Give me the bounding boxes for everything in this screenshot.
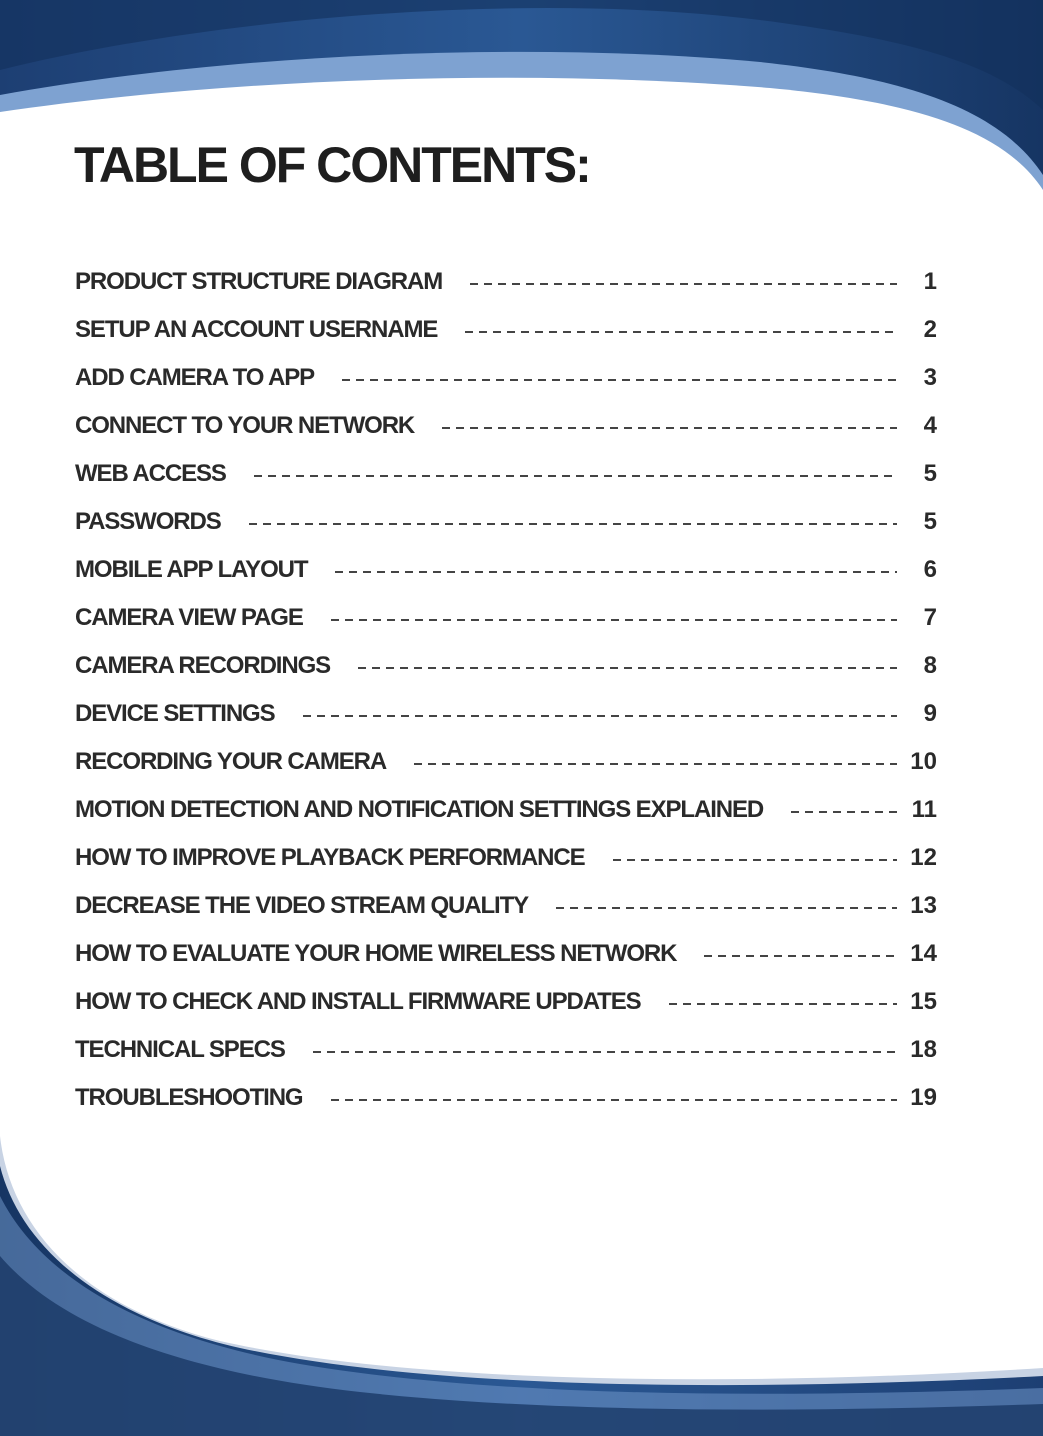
toc-entry-page-number: 5 xyxy=(923,508,937,535)
dotted-leader xyxy=(704,955,897,957)
toc-entry[interactable] xyxy=(75,258,937,306)
dotted-leader xyxy=(470,283,897,285)
toc-entry-title: TECHNICAL SPECS xyxy=(75,1036,285,1063)
dotted-leader xyxy=(442,427,897,429)
toc-entry-page-number: 13 xyxy=(910,892,937,919)
toc-entry-page-number: 18 xyxy=(910,1036,937,1063)
toc-entry[interactable] xyxy=(75,786,937,834)
toc-entry-page-number: 2 xyxy=(923,316,937,343)
toc-entry[interactable] xyxy=(75,1074,937,1122)
toc-entry-title: DEVICE SETTINGS xyxy=(75,700,275,727)
toc-entry-page-number: 14 xyxy=(910,940,937,967)
toc-entry-title: HOW TO IMPROVE PLAYBACK PERFORMANCE xyxy=(75,844,585,871)
toc-entry-page-number: 19 xyxy=(910,1084,937,1111)
dotted-leader xyxy=(414,763,897,765)
toc-entry-title: CAMERA VIEW PAGE xyxy=(75,604,303,631)
toc-entry[interactable] xyxy=(75,594,937,642)
toc-entry-title: SETUP AN ACCOUNT USERNAME xyxy=(75,316,438,343)
toc-entry-page-number: 7 xyxy=(923,604,937,631)
toc-entry[interactable] xyxy=(75,546,937,594)
toc-entry[interactable] xyxy=(75,690,937,738)
dotted-leader xyxy=(303,715,897,717)
dotted-leader xyxy=(358,667,897,669)
toc-entry-title: MOTION DETECTION AND NOTIFICATION SETTINGS EXPLAINED xyxy=(75,796,764,823)
dotted-leader xyxy=(669,1003,897,1005)
dotted-leader xyxy=(342,379,897,381)
toc-entry-title: TROUBLESHOOTING xyxy=(75,1084,303,1111)
toc-entry-page-number: 1 xyxy=(923,268,937,295)
toc-entry[interactable] xyxy=(75,834,937,882)
toc-entry[interactable] xyxy=(75,930,937,978)
dotted-leader xyxy=(613,859,897,861)
toc-entry-title: CONNECT TO YOUR NETWORK xyxy=(75,412,415,439)
toc-entry-page-number: 3 xyxy=(923,364,937,391)
toc-entry[interactable] xyxy=(75,642,937,690)
page-title: TABLE OF CONTENTS: xyxy=(74,137,590,193)
toc-entry-title: PRODUCT STRUCTURE DIAGRAM xyxy=(75,268,443,295)
dotted-leader xyxy=(331,619,897,621)
toc-entry-title: HOW TO EVALUATE YOUR HOME WIRELESS NETWORK xyxy=(75,940,677,967)
toc-entry-page-number: 4 xyxy=(923,412,937,439)
toc-entry-title: MOBILE APP LAYOUT xyxy=(75,556,308,583)
toc-entry[interactable] xyxy=(75,882,937,930)
toc-entry[interactable] xyxy=(75,306,937,354)
toc-entry-page-number: 9 xyxy=(923,700,937,727)
dotted-leader xyxy=(254,475,897,477)
toc-entry-title: HOW TO CHECK AND INSTALL FIRMWARE UPDATES xyxy=(75,988,641,1015)
toc-entry-title: PASSWORDS xyxy=(75,508,221,535)
toc-entry-title: CAMERA RECORDINGS xyxy=(75,652,331,679)
toc-entry-title: WEB ACCESS xyxy=(75,460,226,487)
toc-entry[interactable] xyxy=(75,354,937,402)
toc-entry-title: DECREASE THE VIDEO STREAM QUALITY xyxy=(75,892,529,919)
dotted-leader xyxy=(331,1099,898,1101)
toc-entry-title: RECORDING YOUR CAMERA xyxy=(75,748,387,775)
toc-entry-page-number: 6 xyxy=(923,556,937,583)
toc-entry[interactable] xyxy=(75,738,937,786)
toc-entry[interactable] xyxy=(75,450,937,498)
dotted-leader xyxy=(335,571,897,573)
dotted-leader xyxy=(313,1051,897,1053)
toc-entry-page-number: 11 xyxy=(911,796,937,823)
toc-entry[interactable] xyxy=(75,498,937,546)
toc-entry-title: ADD CAMERA TO APP xyxy=(75,364,315,391)
dotted-leader xyxy=(465,331,897,333)
toc-entry[interactable] xyxy=(75,978,937,1026)
dotted-leader xyxy=(791,811,897,813)
toc-entry-page-number: 5 xyxy=(923,460,937,487)
toc-entry-page-number: 10 xyxy=(910,748,937,775)
toc-entry-page-number: 8 xyxy=(923,652,937,679)
bottom-wave-decoration xyxy=(0,1136,1043,1436)
toc-entry[interactable] xyxy=(75,1026,937,1074)
toc-entry-page-number: 15 xyxy=(910,988,937,1015)
toc-entry-page-number: 12 xyxy=(910,844,937,871)
dotted-leader xyxy=(556,907,897,909)
dotted-leader xyxy=(249,523,897,525)
table-of-contents xyxy=(75,258,937,1122)
toc-entry[interactable] xyxy=(75,402,937,450)
